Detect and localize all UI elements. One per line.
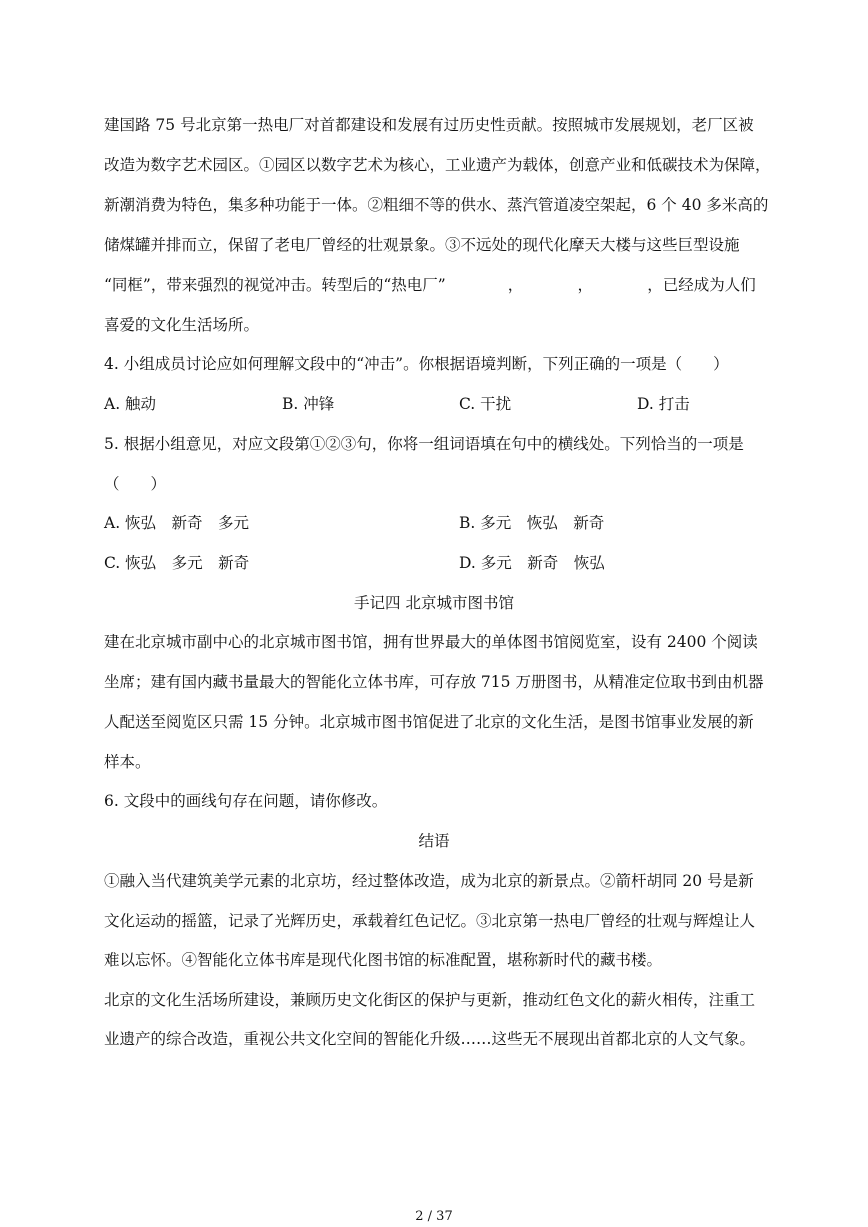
passage-line: 北京的文化生活场所建设，兼顾历史文化街区的保护与更新，推动红色文化的薪火相传，注重工 xyxy=(104,991,756,1009)
passage-line: 新潮消费为特色，集多种功能于一体。②粗细不等的供水、蒸汽管道凌空架起，6 个 40 多米高的 xyxy=(104,196,769,214)
passage-line: 改造为数字艺术园区。①园区以数字艺术为核心，工业遗产为载体，创意产业和低碳技术为保障， xyxy=(104,156,771,174)
q5-option-c: C. 恢弘 多元 新奇 xyxy=(104,554,250,572)
passage-line: 建在北京城市副中心的北京城市图书馆，拥有世界最大的单体图书馆阅览室，设有 2400 个阅读 xyxy=(104,633,758,651)
passage-line: 文化运动的摇篮，记录了光辉历史，承载着红色记忆。③北京第一热电厂曾经的壮观与辉煌让人 xyxy=(104,912,756,930)
q4-option-b: B. 冲锋 xyxy=(282,395,335,413)
q5-option-d: D. 多元 新奇 恢弘 xyxy=(459,554,605,572)
page-number: 2 / 37 xyxy=(415,1209,453,1224)
question-5-stem-cont: （ ） xyxy=(104,475,167,493)
section-title-note4: 手记四 北京城市图书馆 xyxy=(354,594,514,612)
question-4-stem: 4. 小组成员讨论应如何理解文段中的“冲击”。你根据语境判断，下列正确的一项是（ ） xyxy=(104,355,729,373)
passage-line: 业遗产的综合改造，重视公共文化空间的智能化升级……这些无不展现出首都北京的人文气象。 xyxy=(104,1030,756,1048)
passage-line: ①融入当代建筑美学元素的北京坊，经过整体改造，成为北京的新景点。②箭杆胡同 20 号是新 xyxy=(104,872,754,890)
q4-option-c: C. 干扰 xyxy=(459,395,512,413)
passage-line: 难以忘怀。④智能化立体书库是现代化图书馆的标准配置，堪称新时代的藏书楼。 xyxy=(104,951,663,969)
question-5-stem: 5. 根据小组意见，对应文段第①②③句，你将一组词语填在句中的横线处。下列恰当的一项是 xyxy=(104,435,744,453)
passage-line: 人配送至阅览区只需 15 分钟。北京城市图书馆促进了北京的文化生活，是图书馆事业发展的新 xyxy=(104,713,754,731)
passage-line: 建国路 75 号北京第一热电厂对首都建设和发展有过历史性贡献。按照城市发展规划，老厂区被 xyxy=(104,116,754,134)
passage-line: 喜爱的文化生活场所。 xyxy=(104,316,260,334)
q4-option-d: D. 打击 xyxy=(637,395,690,413)
q5-option-a: A. 恢弘 新奇 多元 xyxy=(104,514,250,532)
passage-line: 储煤罐并排而立，保留了老电厂曾经的壮观景象。③不远处的现代化摩天大楼与这些巨型设施 xyxy=(104,236,740,254)
q4-option-a: A. 触动 xyxy=(104,395,157,413)
q5-option-b: B. 多元 恢弘 新奇 xyxy=(459,514,605,532)
section-title-conclusion: 结语 xyxy=(418,832,450,850)
question-6-stem: 6. 文段中的画线句存在问题，请你修改。 xyxy=(104,792,388,810)
passage-line: 样本。 xyxy=(104,753,151,771)
passage-line: “同框”，带来强烈的视觉冲击。转型后的“热电厂” ， ， ，已经成为人们 xyxy=(104,276,756,294)
passage-line: 坐席；建有国内藏书量最大的智能化立体书库，可存放 715 万册图书，从精准定位取书到由机器 xyxy=(104,673,764,691)
